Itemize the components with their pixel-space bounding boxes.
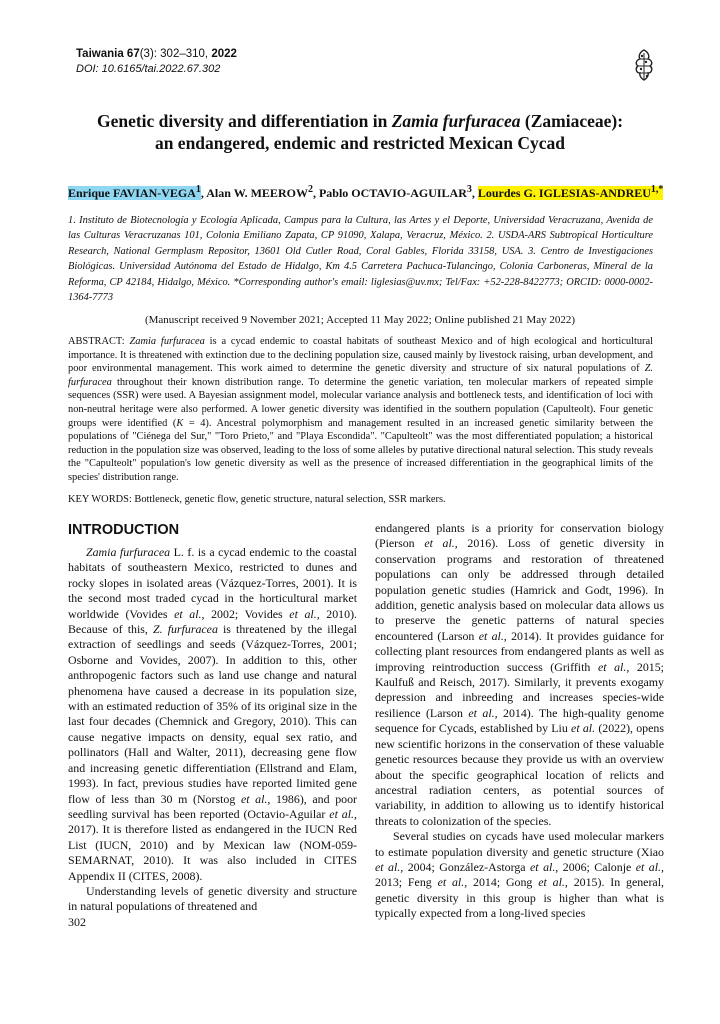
author-1: Enrique FAVIAN-VEGA$^1$ <box>68 184 201 200</box>
title-line-2: an endangered, endemic and restricted Mexican Cycad <box>154 133 566 153</box>
journal-name: Taiwania <box>76 48 124 60</box>
article-title <box>60 110 660 154</box>
section-heading-introduction: INTRODUCTION <box>68 522 180 538</box>
intro-paragraph-3: Several studies on cycads have used molecular markers to estimate population diversity and genetic structure (Xiao et al., 2004; González-Astorga et al., 2006; Calonje et al., 2013; Feng et al., 2014; Gong et al., 2015). In general, genetic diversity in this group is higher than what is typically expected from a long-lived species <box>375 829 665 921</box>
intro-paragraph-2: Understanding levels of genetic diversity and structure in natural populations of threatened and <box>68 883 357 914</box>
author-3: Pablo OCTAVIO-AGUILAR$^3$ <box>318 184 472 200</box>
column-left <box>68 521 357 915</box>
page-number: 302 <box>68 915 86 929</box>
affiliations: 1. Instituto de Biotecnología y Ecología Aplicada, Campus para la Cultura, las Artes y el Deporte, Universidad Veracruzana, Avenida de las Culturas Veracruzanas 101, Colonia Emiliano Zapata, CP 91090, Xalapa, Veracruz, México. 2. USDA-ARS Subtropical Horticulture Research, National Germplasm Repositor, 13601 Old Cutler Road, Coral Gables, Florida 33158, USA. 3. Centro de Investigaciones Biológicas. Universidad Autónoma del Estado de Hidalgo, Km 4.5 Carretera Pachuca-Tulancingo, Colonia Carboneras, Mineral de la Reforma, CP 42184, Hidalgo, México. *Corresponding author's email: liglesias@uv.mx; Tel/Fax: +52-228-8422773; ORCID: 0000-0002-1364-7773 <box>68 215 653 304</box>
title-suffix: (Zamiaceae): <box>524 111 624 131</box>
keywords: KEY WORDS: Bottleneck, genetic flow, genetic structure, natural selection, SSR markers. <box>68 494 446 505</box>
journal-volume: 67 <box>126 48 140 60</box>
title-prefix: Genetic diversity and differentiation in <box>96 111 388 131</box>
column-right <box>375 521 664 922</box>
manuscript-dates: (Manuscript received 9 November 2021; Accepted 11 May 2022; Online published 21 May 2022) <box>144 314 576 326</box>
journal-logo-icon <box>632 48 656 82</box>
journal-year: 2022 <box>211 48 237 60</box>
intro-paragraph-2-cont: endangered plants is a priority for conservation biology (Pierson et al., 2016). Loss of genetic diversity in conservation programs and restoration of threatened populations can only be addressed through detailed population genetic studies (Hamrick and Godt, 1996). In addition, genetic analysis based on molecular data allows us to preserve the genetic patterns of natural species encountered (Larson et al., 2014). It provides guidance for collecting plant resources from endangered plants as well as improving reintroduction success (Griffith et al., 2015; Kaulfuß and Reisch, 2017). Similarly, it prevents exogamy depression and inbreeding and increases species-wide resilience (Larson et al., 2014). The high-quality genome sequence for Cycads, established by Liu et al. (2022), opens new scientific horizons in the conservation of these valuable genetic resources because they provide us with an overview about the specific geographical location of relicts and ancestral radiation centers, as potential sources of variability, in addition to allowing us to identify historical threats to colonization of the species. <box>375 521 664 828</box>
abstract: ABSTRACT: Zamia furfuracea is a cycad endemic to coastal habitats of southeast Mexico and of high ecological and horticultural importance. It is threatened with extinction due to the declining population size, caused mainly by livestock raising, urban development, and poor environmental management. This work aimed to determine the genetic diversity and structure of six natural populations of Z. furfuracea throughout their known distribution range. To determine the genetic variation, ten molecular markers of repeated simple sequences (SSR) were used. A Bayesian assignment model, molecular variance analysis and bottleneck tests, and identification of loci with non-neutral heritage were also performed. A lower genetic diversity was identified in the southern population (Capulteolt). Four genetic groups were identified (K = 4). Ancestral polymorphism and management resulted in an increased genetic similarity between the populations of "Ciénega del Sur," "Toro Prieto," and "Playa Escondida". "Capulteolt" was the most differentiated population; a historical reduction in the population size was observed, leading to the loss of some alleles by putative directional natural selection. This study reveals the "Capulteolt" population's low genetic diversity as well as the presence of increased differentiation in the geographical limits of the species' distribution range. <box>68 336 653 483</box>
journal-issue-pages: (3): 302–310, <box>139 48 209 60</box>
author-4: Lourdes G. IGLESIAS-$ANDREU^{1,*}$ <box>477 184 664 200</box>
journal-citation <box>76 47 237 62</box>
intro-paragraph-1: Zamia furfuracea L. f. is a cycad endemic to the coastal habitats of southeastern Mexico, restricted to dunes and rocky slopes in isolated areas (Vázquez-Torres, 2001). It is the second most traded cycad in the horticultural market worldwide (Vovides et al., 2002; Vovides et al., 2010). Because of this, Z. furfuracea is threatened by the illegal extraction of seedlings and seeds (Vázquez-Torres, 2001; Osborne and Vovides, 2007). In addition to this, other anthropogenic factors such as land use change and natural phenomena have caused a decrease in its population size, with an estimated reduction of 35% of its original size in the last four decades (Chemnick and Gregory, 2010). This can cause negative impacts on density, equal sex ratio, and pollinators (Hall and Walter, 2011), decreasing gene flow and increasing genetic differentiation (Ellstrand and Elam, 1993). In fact, previous studies have reported limited gene flow of less than 30 m (Norstog et al., 1986), and poor seedling survival has been reported (Octavio-Aguilar et al., 2017). It is therefore listed as endangered in the IUCN Red List (IUCN, 2010) and by Mexican law (NOM-059-SEMARNAT, 2010). It was also included in CITES Appendix II (CITES, 2008). <box>68 545 357 883</box>
abstract-label: ABSTRACT: <box>68 336 125 347</box>
author-list: Enrique FAVIAN-VEGA$^1$, Alan W. MEEROW$^2$, Pablo OCTAVIO-AGUILAR$^3$, Lourdes G. IGLESIAS-$ANDREU^{1,*}$ <box>68 184 664 200</box>
author-2: Alan W. MEEROW$^2$ <box>206 184 313 200</box>
title-species: Zamia furfuracea <box>391 111 521 131</box>
doi: DOI: 10.6165/tai.2022.67.302 <box>76 63 221 75</box>
